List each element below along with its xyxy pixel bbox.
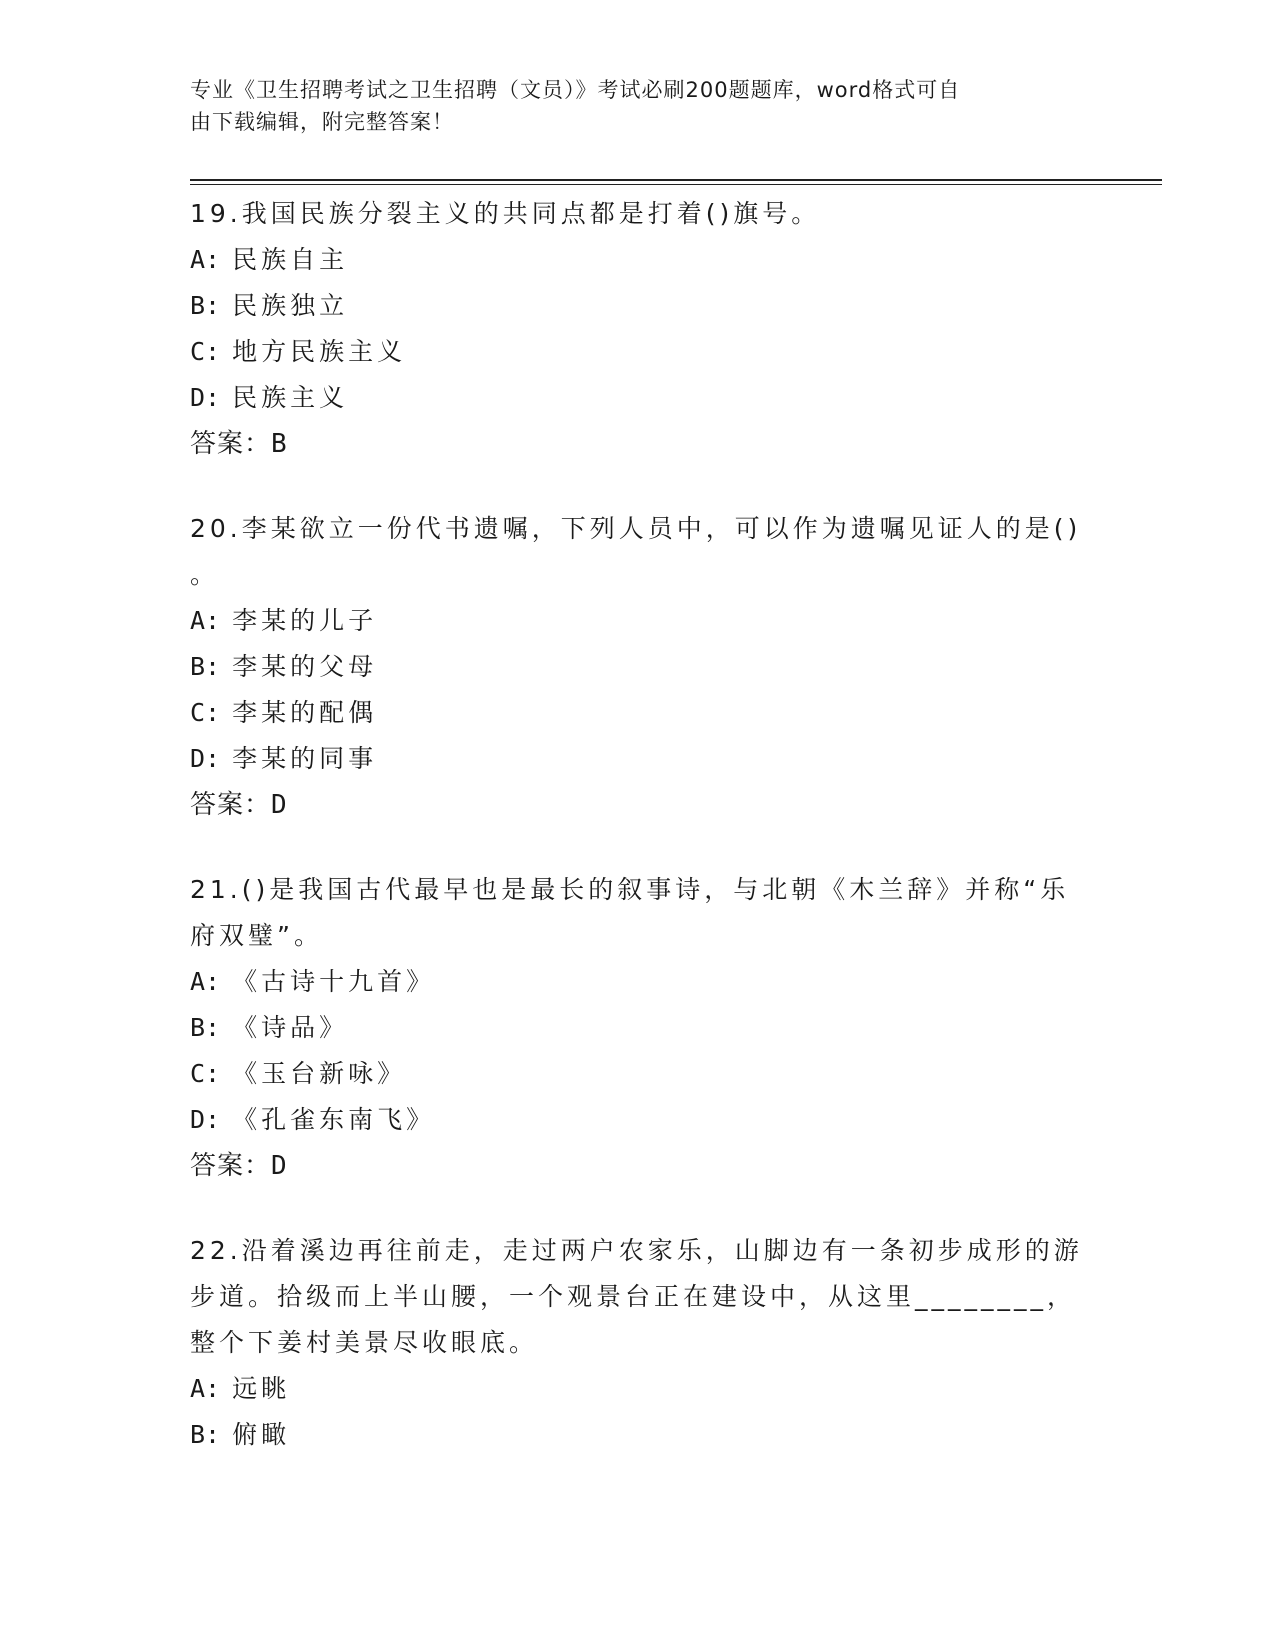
- option-key: B:: [190, 652, 221, 681]
- answer: [190, 421, 1090, 467]
- option-text: 李某的儿子: [232, 606, 378, 635]
- option-a: [190, 959, 1090, 1005]
- option-key: D:: [190, 383, 221, 412]
- option-key: C:: [190, 1059, 221, 1088]
- option-c: [190, 329, 1090, 375]
- option-b: [190, 283, 1090, 329]
- question-stem-line-2: 府双璧”。: [190, 921, 323, 950]
- option-d: [190, 375, 1090, 421]
- answer-label: 答案：: [190, 429, 272, 459]
- question-stem-line-1: 21.()是我国古代最早也是最长的叙事诗，与北朝《木兰辞》并称“乐: [190, 875, 1070, 904]
- question-19: [190, 191, 1090, 467]
- answer-label: 答案：: [190, 1151, 272, 1181]
- option-key: D:: [190, 1105, 221, 1134]
- option-d: [190, 1097, 1090, 1143]
- option-key: B:: [190, 291, 221, 320]
- question-20: [190, 506, 1090, 828]
- option-text: 《孔雀东南飞》: [232, 1105, 436, 1134]
- option-text: 民族主义: [232, 383, 349, 412]
- answer-label: 答案：: [190, 790, 272, 820]
- question-stem-line-3: 整个下姜村美景尽收眼底。: [190, 1328, 539, 1357]
- answer: [190, 782, 1090, 828]
- option-text: 俯瞰: [232, 1420, 291, 1449]
- option-text: 《诗品》: [232, 1013, 349, 1042]
- option-key: B:: [190, 1013, 221, 1042]
- option-c: [190, 690, 1090, 736]
- answer-value: D: [271, 1151, 288, 1181]
- option-key: C:: [190, 337, 221, 366]
- option-a: [190, 598, 1090, 644]
- option-key: B:: [190, 1420, 221, 1449]
- option-key: C:: [190, 698, 221, 727]
- header-divider-thin: [190, 184, 1162, 185]
- option-a: [190, 1366, 1090, 1412]
- question-22: [190, 1228, 1090, 1458]
- question-stem-line-1: 22.沿着溪边再往前走，走过两户农家乐，山脚边有一条初步成形的游: [190, 1236, 1083, 1265]
- question-stem-line-2: 步道。拾级而上半山腰，一个观景台正在建设中，从这里________，: [190, 1282, 1077, 1311]
- option-a: [190, 237, 1090, 283]
- answer: [190, 1143, 1090, 1189]
- question-stem-line-1: 20.李某欲立一份代书遗嘱，下列人员中，可以作为遗嘱见证人的是(): [190, 514, 1082, 543]
- option-c: [190, 1051, 1090, 1097]
- document-header: [190, 74, 1080, 138]
- option-key: A:: [190, 1374, 221, 1403]
- option-text: 远眺: [232, 1374, 291, 1403]
- option-b: [190, 1412, 1090, 1458]
- question-stem: 19.我国民族分裂主义的共同点都是打着()旗号。: [190, 199, 821, 228]
- option-key: A:: [190, 967, 221, 996]
- option-text: 民族独立: [232, 291, 349, 320]
- answer-value: D: [271, 790, 288, 820]
- option-key: A:: [190, 245, 221, 274]
- question-21: [190, 867, 1090, 1189]
- option-text: 地方民族主义: [232, 337, 407, 366]
- option-text: 《古诗十九首》: [232, 967, 436, 996]
- option-text: 李某的配偶: [232, 698, 378, 727]
- header-line-2: 由下载编辑，附完整答案！: [190, 110, 454, 134]
- answer-value: B: [271, 429, 288, 459]
- option-b: [190, 1005, 1090, 1051]
- option-key: A:: [190, 606, 221, 635]
- option-d: [190, 736, 1090, 782]
- question-stem-line-2: 。: [190, 560, 220, 589]
- option-text: 《玉台新咏》: [232, 1059, 407, 1088]
- option-text: 李某的父母: [232, 652, 378, 681]
- header-line-1: 专业《卫生招聘考试之卫生招聘（文员）》考试必刷200题题库，word格式可自: [190, 78, 961, 102]
- option-key: D:: [190, 744, 221, 773]
- option-b: [190, 644, 1090, 690]
- question-list: [190, 191, 1090, 1497]
- option-text: 民族自主: [232, 245, 349, 274]
- header-divider-thick: [190, 179, 1162, 181]
- option-text: 李某的同事: [232, 744, 378, 773]
